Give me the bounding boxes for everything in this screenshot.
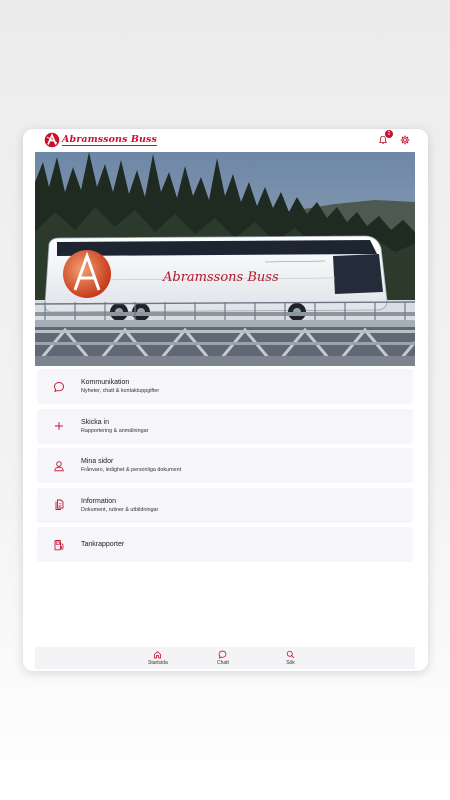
documents-icon [53,499,65,511]
brand-logo[interactable] [44,132,157,148]
logo-mark-icon [44,132,60,148]
hero-image [35,152,415,366]
main-menu [37,366,413,567]
menu-item-title: Skicka in [81,418,110,426]
bottom-navigation [35,647,415,669]
menu-item-title: Information [81,497,117,505]
menu-item-mina-sidor[interactable] [37,448,413,483]
menu-item-title: Kommunikation [81,379,130,386]
bus-photo [35,152,415,366]
menu-item-information[interactable] [37,488,413,523]
nav-startsida[interactable] [148,650,168,666]
top-bar [23,129,428,152]
search-icon [286,650,295,659]
app-window [23,129,428,671]
home-icon [153,650,162,659]
nav-chatt[interactable] [217,650,229,666]
notification-badge: 2 [385,130,393,138]
menu-item-subtitle: Frånvaro, ledighet & personliga dokument [81,467,182,473]
plus-icon [53,420,65,432]
menu-item-title: Mina sidor [81,458,114,465]
chat-icon [218,650,227,659]
nav-sok[interactable] [286,650,295,666]
bus-graphic [45,236,387,321]
person-icon [53,460,65,472]
menu-item-title: Tankrapporter [81,541,125,548]
chat-bubble-icon [53,381,65,393]
menu-item-subtitle: Dokument, rutiner & utbildningar [81,506,159,513]
menu-item-tankrapporter[interactable] [37,527,413,562]
notifications-button[interactable] [376,133,390,147]
menu-item-skicka-in[interactable] [37,409,413,444]
menu-item-subtitle: Rapportering & anmälningar [81,427,149,434]
menu-item-subtitle: Nyheter, chatt & kontaktuppgifter [81,388,160,394]
nav-label: Chatt [217,660,229,666]
fuel-pump-icon [53,539,65,551]
nav-label: Sök [286,660,295,666]
settings-button[interactable] [398,133,412,147]
nav-label: Startsida [148,660,168,666]
logo-text: Abramssons Buss [62,133,157,145]
bus-livery-text: Abramssons Buss [163,270,279,285]
menu-item-kommunikation[interactable] [37,369,413,404]
gear-icon [400,135,410,145]
